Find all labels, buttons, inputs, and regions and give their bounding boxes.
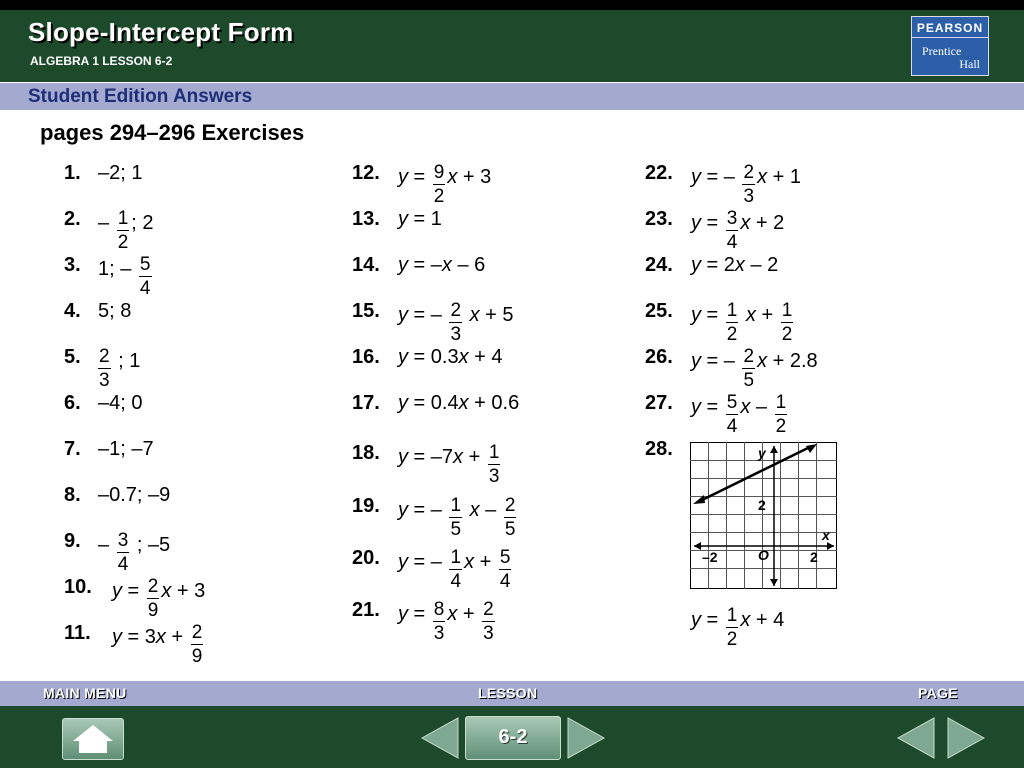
top-black-strip [0, 0, 1024, 10]
logo-pearson: PEARSON [912, 17, 988, 38]
answer-text: 1; – $\frac{5}{4}$ [98, 254, 151, 299]
answer-text: 5; 8 [98, 300, 132, 322]
header [0, 10, 1024, 82]
answer-text: y = 0.3x + 4 [398, 346, 503, 368]
answer-28-graph [690, 442, 838, 590]
answer-number: 25. [645, 300, 673, 322]
lesson-next-button[interactable] [566, 716, 606, 760]
pearson-logo [911, 16, 989, 76]
answer-number: 26. [645, 346, 673, 368]
band-label: Student Edition Answers [28, 86, 253, 107]
answer-number: 3. [64, 254, 81, 276]
answer-text: y = – $\frac{1}{5}$ x – $\frac{2}{5}$ [398, 495, 516, 540]
home-icon [63, 719, 123, 759]
answer-text: y = – $\frac{1}{4}$ x + $\frac{5}{4}$ [398, 547, 511, 592]
page-title: Slope-Intercept Form [28, 17, 294, 47]
nav-label-band [0, 681, 1024, 706]
page-label: PAGE [918, 685, 958, 701]
graph-y-label: y [758, 445, 766, 461]
answer-number: 19. [352, 495, 380, 517]
section-band [0, 83, 1024, 110]
answer-text: y = $\frac{5}{4}$ x – $\frac{1}{2}$ [691, 392, 787, 437]
home-button[interactable] [62, 718, 124, 760]
page-prev-button[interactable] [896, 716, 936, 760]
answer-text: –2; 1 [98, 162, 143, 184]
answer-text: –4; 0 [98, 392, 143, 414]
lesson-subtitle: ALGEBRA 1 LESSON 6-2 [30, 54, 173, 68]
answer-text: y = – $\frac{2}{3}$ x + 5 [398, 300, 514, 345]
answer-number: 16. [352, 346, 380, 368]
answer-number: 6. [64, 392, 81, 414]
main-menu-label: MAIN MENU [43, 685, 127, 701]
answer-text: y = 2x – 2 [691, 254, 779, 276]
graph-x-label: x [822, 527, 830, 543]
answer-text: y = –7x + $\frac{1}{3}$ [398, 442, 500, 487]
answer-text: y = – $\frac{2}{3}$ x + 1 [691, 162, 801, 207]
answer-number: 27. [645, 392, 673, 414]
answer-text: y = $\frac{1}{2}$ x + 4 [691, 605, 785, 650]
answer-text: –0.7; –9 [98, 484, 171, 506]
answer-text: – $\frac{3}{4}$ ; –5 [98, 530, 171, 575]
answer-text: y = –x – 6 [398, 254, 486, 276]
graph-tick-y2: 2 [758, 497, 766, 513]
answer-number: 10. [64, 576, 92, 598]
answer-number: 23. [645, 208, 673, 230]
answer-number: 9. [64, 530, 81, 552]
answer-number: 2. [64, 208, 81, 230]
answer-text: –1; –7 [98, 438, 154, 460]
answer-text: y = 0.4x + 0.6 [398, 392, 520, 414]
answer-text: y = $\frac{1}{2}$ x + $\frac{1}{2}$ [691, 300, 793, 345]
graph-tick-x2: 2 [810, 549, 818, 565]
answer-number: 7. [64, 438, 81, 460]
answer-number: 28. [645, 438, 673, 460]
answer-number: 24. [645, 254, 673, 276]
exercises-heading: pages 294–296 Exercises [40, 120, 305, 145]
answer-number: 5. [64, 346, 81, 368]
answer-number: 1. [64, 162, 81, 184]
answer-number: 21. [352, 599, 380, 621]
answer-number: 11. [64, 622, 91, 644]
answer-number: 20. [352, 547, 380, 569]
page-next-button[interactable] [946, 716, 986, 760]
lesson-label: LESSON [478, 685, 538, 701]
logo-prentice: Prentice [922, 44, 962, 58]
answer-number: 17. [352, 392, 380, 414]
graph-origin: O [758, 547, 769, 563]
answer-number: 8. [64, 484, 81, 506]
answer-number: 14. [352, 254, 380, 276]
answer-text: y = $\frac{8}{3}$ x + $\frac{2}{3}$ [398, 599, 494, 644]
answer-text: y = 1 [398, 208, 442, 230]
answer-text: – $\frac{1}{2}$ ; 2 [98, 208, 154, 253]
lesson-button[interactable]: 6-2 [465, 716, 561, 760]
answer-text: $\frac{2}{3}$ ; 1 [99, 346, 141, 391]
answer-text: y = – $\frac{2}{5}$ x + 2.8 [691, 346, 818, 391]
answer-number: 18. [352, 442, 380, 464]
logo-hall: Hall [959, 57, 980, 71]
answer-number: 15. [352, 300, 380, 322]
answer-number: 22. [645, 162, 673, 184]
answer-text: y = $\frac{2}{9}$ x + 3 [112, 576, 206, 621]
answer-text: y = $\frac{9}{2}$ x + 3 [398, 162, 492, 207]
answer-text: y = 3x + $\frac{2}{9}$ [112, 622, 203, 667]
lesson-prev-button[interactable] [420, 716, 460, 760]
answer-text: y = $\frac{3}{4}$ x + 2 [691, 208, 785, 253]
answer-number: 4. [64, 300, 81, 322]
answer-number: 13. [352, 208, 380, 230]
answer-number: 12. [352, 162, 380, 184]
graph-tick-neg2: –2 [702, 549, 718, 565]
